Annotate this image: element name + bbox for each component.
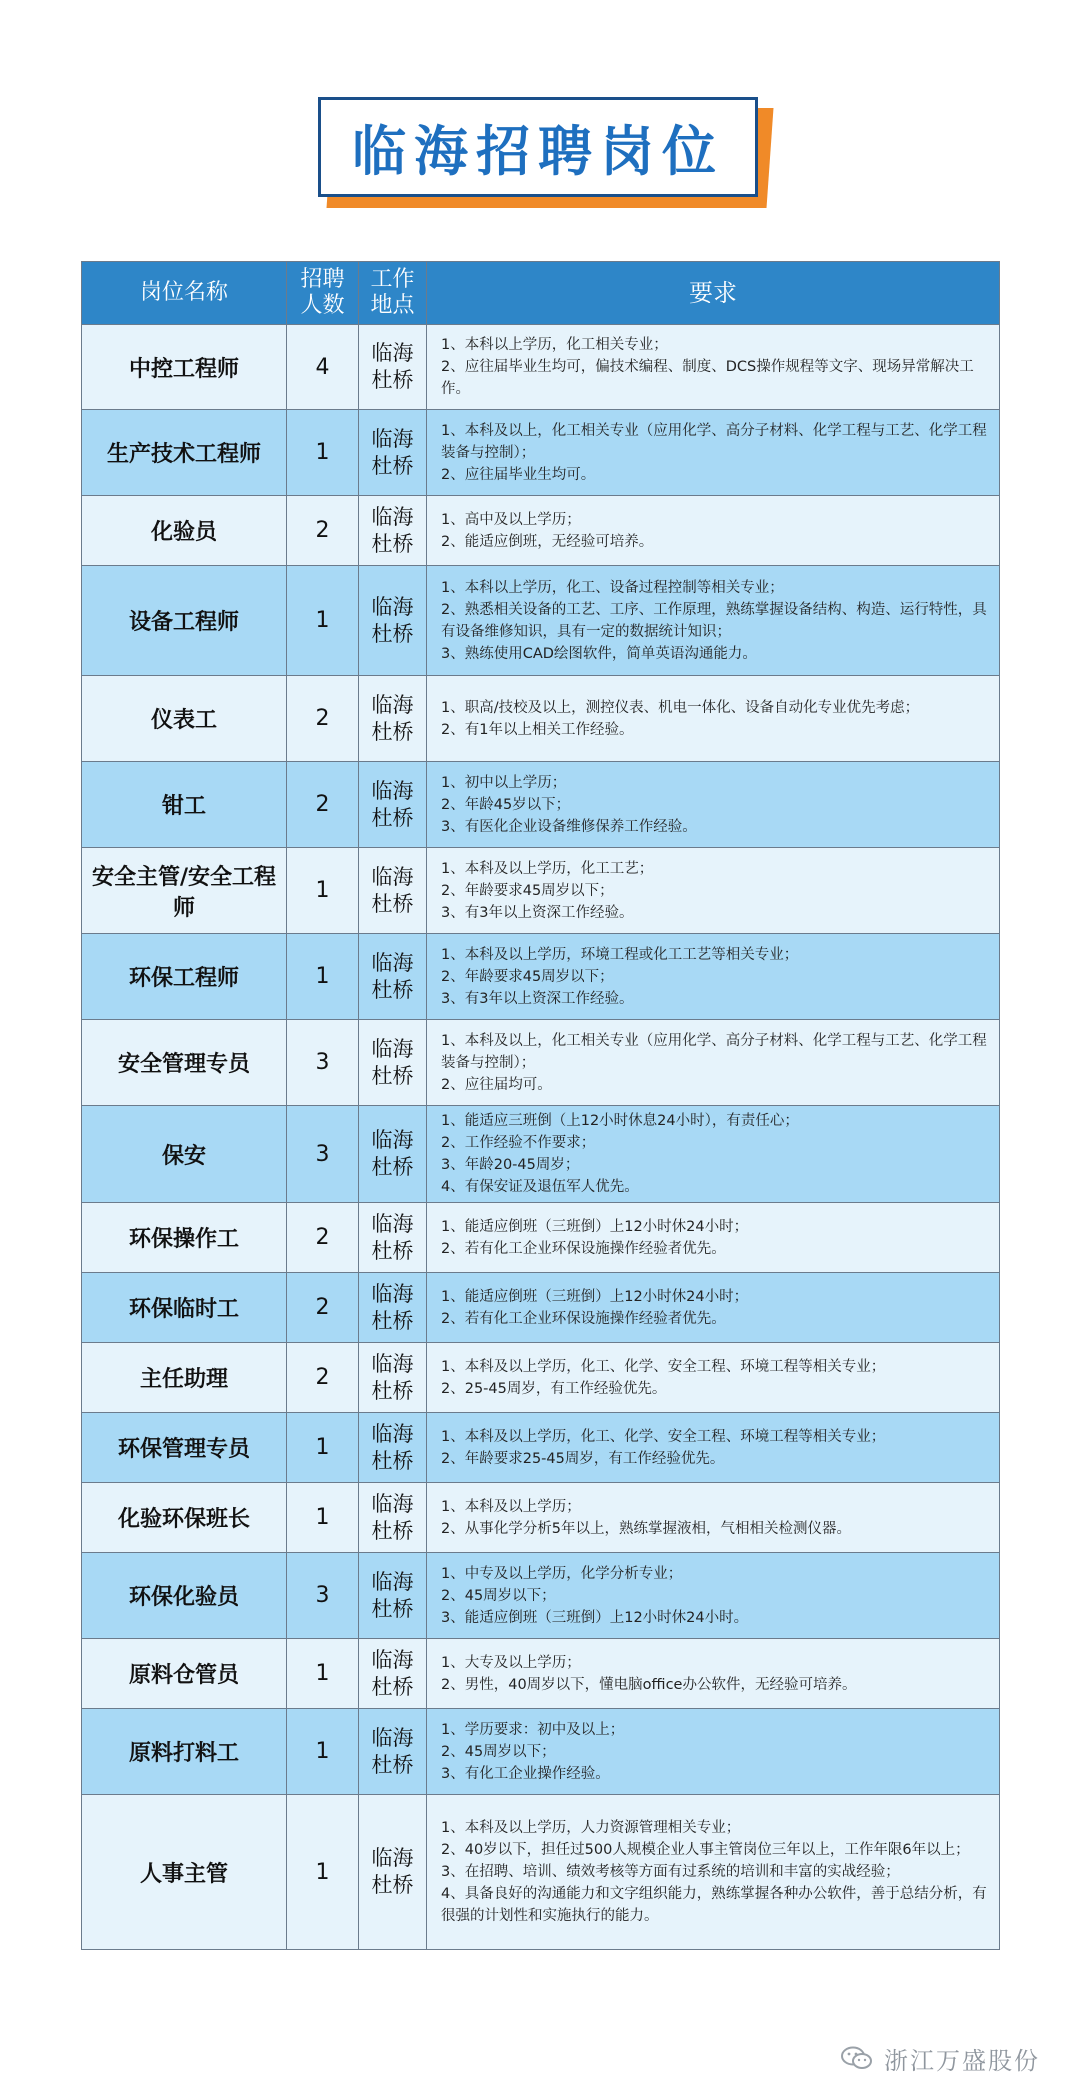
- job-headcount: 2: [287, 762, 359, 848]
- job-headcount: 4: [287, 325, 359, 410]
- job-location: 临海 杜桥: [359, 1483, 427, 1553]
- requirement-line: 3、熟练使用CAD绘图软件，简单英语沟通能力。: [441, 645, 757, 662]
- requirement-line: 1、本科及以上学历；: [441, 1498, 581, 1515]
- requirement-line: 1、本科及以上学历，化工、化学、安全工程、环境工程等相关专业；: [441, 1428, 886, 1445]
- job-location: 临海 杜桥: [359, 1106, 427, 1203]
- job-name: 环保操作工: [82, 1203, 287, 1273]
- job-requirements: [427, 1483, 1000, 1553]
- requirement-line: 1、初中以上学历；: [441, 774, 567, 791]
- requirement-line: 3、能适应倒班（三班倒）上12小时休24小时。: [441, 1609, 749, 1626]
- job-requirements: [427, 1020, 1000, 1106]
- job-name: 钳工: [82, 762, 287, 848]
- job-location: 临海 杜桥: [359, 934, 427, 1020]
- requirement-line: 2、应往届均可。: [441, 1076, 552, 1093]
- job-headcount: 1: [287, 1483, 359, 1553]
- job-location: 临海 杜桥: [359, 676, 427, 762]
- requirement-line: 1、本科及以上学历，化工、化学、安全工程、环境工程等相关专业；: [441, 1358, 886, 1375]
- job-requirements: [427, 1273, 1000, 1343]
- job-name: 环保临时工: [82, 1273, 287, 1343]
- job-name: 仪表工: [82, 676, 287, 762]
- requirement-line: 1、本科及以上学历，人力资源管理相关专业；: [441, 1820, 741, 1836]
- job-headcount: 1: [287, 1795, 359, 1950]
- requirement-line: 2、工作经验不作要求；: [441, 1135, 596, 1151]
- job-headcount: 1: [287, 1709, 359, 1795]
- job-headcount: 1: [287, 410, 359, 496]
- requirement-line: 2、年龄45岁以下；: [441, 796, 571, 813]
- requirement-line: 1、能适应倒班（三班倒）上12小时休24小时；: [441, 1218, 749, 1235]
- table-row: [82, 1343, 1000, 1413]
- job-requirements: [427, 1795, 1000, 1950]
- requirement-line: 1、本科以上学历，化工相关专业；: [441, 337, 668, 353]
- table-row: [82, 848, 1000, 934]
- job-name: 生产技术工程师: [82, 410, 287, 496]
- job-location: 临海 杜桥: [359, 1343, 427, 1413]
- job-location: 临海 杜桥: [359, 762, 427, 848]
- header-location: 工作 地点: [359, 262, 427, 325]
- jobs-table-body: [82, 325, 1000, 1950]
- job-name: 环保管理专员: [82, 1413, 287, 1483]
- job-requirements: [427, 1639, 1000, 1709]
- table-row: [82, 1483, 1000, 1553]
- job-location: 临海 杜桥: [359, 1203, 427, 1273]
- job-name: 主任助理: [82, 1343, 287, 1413]
- requirement-line: 3、有化工企业操作经验。: [441, 1765, 610, 1782]
- requirement-line: 2、年龄要求45周岁以下；: [441, 968, 614, 985]
- table-row: [82, 1709, 1000, 1795]
- job-location: 临海 杜桥: [359, 848, 427, 934]
- requirement-line: 2、若有化工企业环保设施操作经验者优先。: [441, 1310, 726, 1327]
- table-row: [82, 1795, 1000, 1950]
- table-row: [82, 1203, 1000, 1273]
- requirement-line: 3、有医化企业设备维修保养工作经验。: [441, 818, 697, 835]
- job-name: 原料打料工: [82, 1709, 287, 1795]
- requirement-line: 1、本科及以上，化工相关专业（应用化学、高分子材料、化学工程与工艺、化学工程装备与控制）；: [441, 1032, 987, 1071]
- requirement-line: 2、年龄要求25-45周岁，有工作经验优先。: [441, 1450, 725, 1467]
- requirement-line: 1、本科及以上学历，化工工艺；: [441, 860, 654, 877]
- job-headcount: 2: [287, 496, 359, 566]
- requirement-line: 2、年龄要求45周岁以下；: [441, 882, 614, 899]
- requirement-line: 2、男性，40周岁以下，懂电脑office办公软件，无经验可培养。: [441, 1676, 857, 1693]
- requirement-line: 3、有3年以上资深工作经验。: [441, 990, 634, 1007]
- job-requirements: [427, 934, 1000, 1020]
- job-name: 安全管理专员: [82, 1020, 287, 1106]
- job-requirements: [427, 848, 1000, 934]
- job-location: 临海 杜桥: [359, 1639, 427, 1709]
- job-headcount: 1: [287, 934, 359, 1020]
- table-row: [82, 325, 1000, 410]
- requirement-line: 1、能适应倒班（三班倒）上12小时休24小时；: [441, 1288, 749, 1305]
- job-headcount: 3: [287, 1106, 359, 1203]
- requirement-line: 2、40岁以下，担任过500人规模企业人事主管岗位三年以上，工作年限6年以上；: [441, 1842, 970, 1858]
- job-headcount: 1: [287, 848, 359, 934]
- page-title: 临海招聘岗位: [352, 119, 724, 183]
- requirement-line: 1、本科及以上学历，环境工程或化工工艺等相关专业；: [441, 946, 799, 963]
- job-headcount: 2: [287, 676, 359, 762]
- job-name: 中控工程师: [82, 325, 287, 410]
- job-requirements: [427, 1709, 1000, 1795]
- requirement-line: 2、能适应倒班，无经验可培养。: [441, 533, 654, 550]
- requirement-line: 2、45周岁以下；: [441, 1587, 556, 1604]
- jobs-table: [81, 261, 1000, 1950]
- requirement-line: 1、能适应三班倒（上12小时休息24小时），有责任心；: [441, 1113, 799, 1129]
- job-headcount: 1: [287, 1413, 359, 1483]
- table-row: [82, 1273, 1000, 1343]
- job-location: 临海 杜桥: [359, 496, 427, 566]
- table-row: [82, 496, 1000, 566]
- requirement-line: 1、职高/技校及以上，测控仪表、机电一体化、设备自动化专业优先考虑；: [441, 699, 920, 716]
- job-headcount: 3: [287, 1553, 359, 1639]
- job-requirements: [427, 1343, 1000, 1413]
- wechat-icon: [840, 2046, 874, 2070]
- table-header-row: [82, 262, 1000, 325]
- requirement-line: 2、25-45周岁，有工作经验优先。: [441, 1380, 667, 1397]
- requirement-line: 1、大专及以上学历；: [441, 1654, 581, 1671]
- requirement-line: 1、高中及以上学历；: [441, 511, 581, 528]
- job-name: 安全主管/安全工程师: [82, 848, 287, 934]
- job-name: 人事主管: [82, 1795, 287, 1950]
- requirement-line: 2、应往届毕业生均可，偏技术编程、制度、DCS操作规程等文字、现场异常解决工作。: [441, 359, 974, 397]
- job-location: 临海 杜桥: [359, 410, 427, 496]
- job-location: 临海 杜桥: [359, 566, 427, 676]
- job-location: 临海 杜桥: [359, 1413, 427, 1483]
- header-job-name: 岗位名称: [82, 262, 287, 325]
- job-headcount: 2: [287, 1203, 359, 1273]
- job-location: 临海 杜桥: [359, 1020, 427, 1106]
- job-location: 临海 杜桥: [359, 1553, 427, 1639]
- requirement-line: 2、45周岁以下；: [441, 1743, 556, 1760]
- job-headcount: 1: [287, 566, 359, 676]
- requirement-line: 1、本科及以上，化工相关专业（应用化学、高分子材料、化学工程与工艺、化学工程装备与控制）；: [441, 422, 987, 461]
- requirement-line: 1、学历要求：初中及以上；: [441, 1721, 625, 1738]
- table-row: [82, 1413, 1000, 1483]
- requirement-line: 1、中专及以上学历，化学分析专业；: [441, 1565, 683, 1582]
- job-requirements: [427, 1203, 1000, 1273]
- job-requirements: [427, 1413, 1000, 1483]
- job-name: 设备工程师: [82, 566, 287, 676]
- header-requirements: 要求: [427, 262, 1000, 325]
- requirement-line: 2、从事化学分析5年以上，熟练掌握液相，气相相关检测仪器。: [441, 1520, 851, 1537]
- job-requirements: [427, 1553, 1000, 1639]
- job-requirements: [427, 566, 1000, 676]
- requirement-line: 2、有1年以上相关工作经验。: [441, 721, 634, 738]
- job-headcount: 2: [287, 1273, 359, 1343]
- table-row: [82, 1106, 1000, 1203]
- requirement-line: 1、本科以上学历，化工、设备过程控制等相关专业；: [441, 579, 784, 596]
- requirement-line: 3、年龄20-45周岁；: [441, 1157, 580, 1173]
- table-row: [82, 1553, 1000, 1639]
- requirement-line: 2、若有化工企业环保设施操作经验者优先。: [441, 1240, 726, 1257]
- job-name: 保安: [82, 1106, 287, 1203]
- job-requirements: [427, 496, 1000, 566]
- table-row: [82, 1020, 1000, 1106]
- requirement-line: 3、在招聘、培训、绩效考核等方面有过系统的培训和丰富的实战经验；: [441, 1864, 900, 1880]
- requirement-line: 3、有3年以上资深工作经验。: [441, 904, 634, 921]
- job-name: 环保工程师: [82, 934, 287, 1020]
- job-requirements: [427, 410, 1000, 496]
- table-row: [82, 762, 1000, 848]
- job-requirements: [427, 762, 1000, 848]
- requirement-line: 2、应往届毕业生均可。: [441, 466, 596, 483]
- job-requirements: [427, 325, 1000, 410]
- job-name: 环保化验员: [82, 1553, 287, 1639]
- job-name: 化验环保班长: [82, 1483, 287, 1553]
- table-row: [82, 410, 1000, 496]
- table-row: [82, 676, 1000, 762]
- header-headcount: 招聘 人数: [287, 262, 359, 325]
- job-location: 临海 杜桥: [359, 1273, 427, 1343]
- job-name: 化验员: [82, 496, 287, 566]
- job-headcount: 3: [287, 1020, 359, 1106]
- job-requirements: [427, 1106, 1000, 1203]
- job-location: 临海 杜桥: [359, 1709, 427, 1795]
- footer-watermark: [840, 2038, 1040, 2078]
- job-headcount: 2: [287, 1343, 359, 1413]
- job-requirements: [427, 676, 1000, 762]
- job-name: 原料仓管员: [82, 1639, 287, 1709]
- job-location: 临海 杜桥: [359, 1795, 427, 1950]
- job-location: 临海 杜桥: [359, 325, 427, 410]
- title-banner: [318, 97, 758, 197]
- requirement-line: 4、有保安证及退伍军人优先。: [441, 1179, 639, 1195]
- footer-company-name: 浙江万盛股份: [884, 2046, 1040, 2075]
- table-row: [82, 934, 1000, 1020]
- table-row: [82, 566, 1000, 676]
- requirement-line: 4、具备良好的沟通能力和文字组织能力，熟练掌握各种办公软件，善于总结分析，有很强的计划性和实施执行的能力。: [441, 1886, 987, 1924]
- table-row: [82, 1639, 1000, 1709]
- requirement-line: 2、熟悉相关设备的工艺、工序、工作原理，熟练掌握设备结构、构造、运行特性，具有设备维修知识，具有一定的数据统计知识；: [441, 601, 987, 640]
- job-headcount: 1: [287, 1639, 359, 1709]
